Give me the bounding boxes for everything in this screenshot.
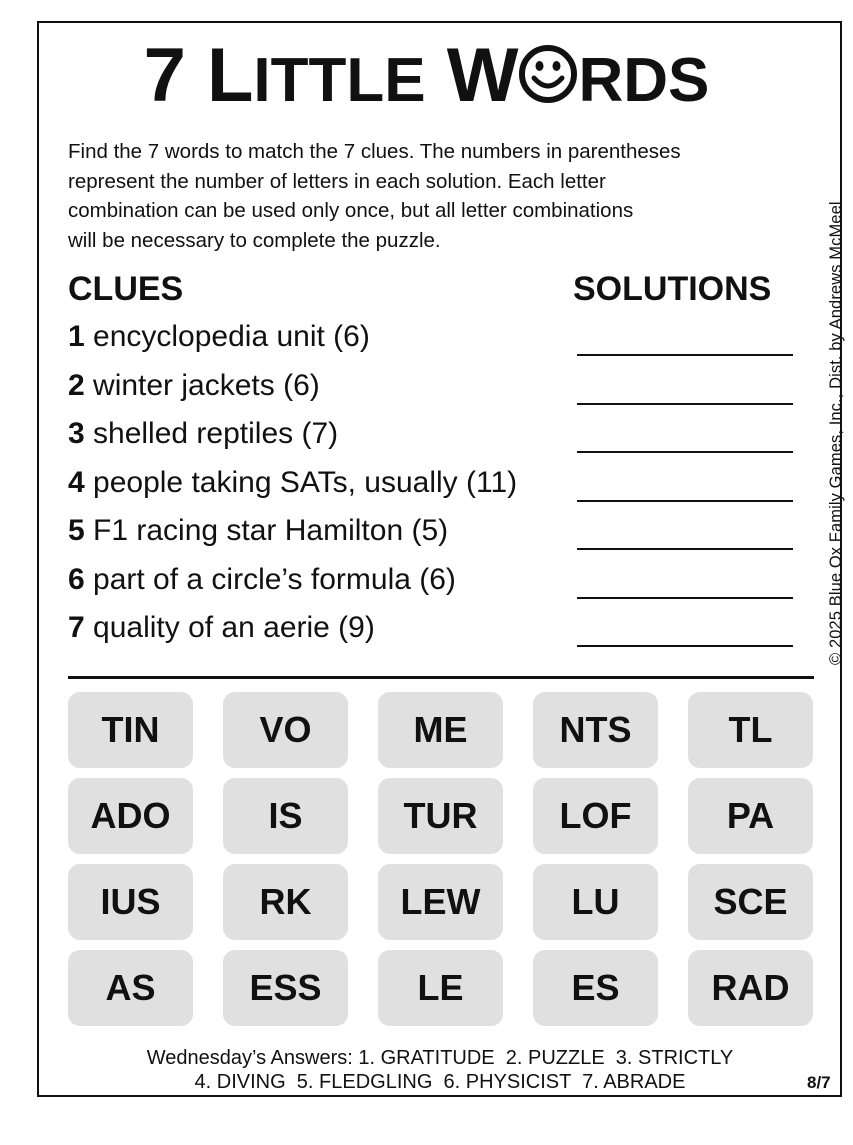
solution-blank[interactable] — [577, 548, 793, 550]
title-part-4: RDS — [578, 46, 710, 115]
letter-tile[interactable]: ME — [378, 692, 503, 768]
letter-tile[interactable]: RK — [223, 864, 348, 940]
solutions-heading: SOLUTIONS — [573, 270, 772, 308]
copyright-notice: © 2025 Blue Ox Family Games, Inc., Dist. by Andrews McMeel — [827, 201, 845, 665]
solution-blank[interactable] — [577, 645, 793, 647]
clue-number: 7 — [68, 611, 85, 644]
letter-tile[interactable]: LOF — [533, 778, 658, 854]
clue-text: encyclopedia unit (6) — [84, 320, 370, 353]
letter-tile[interactable]: SCE — [688, 864, 813, 940]
letter-tile[interactable]: AS — [68, 950, 193, 1026]
instructions-line: Find the 7 words to match the 7 clues. The numbers in parentheses — [68, 140, 681, 163]
letter-tile[interactable]: ESS — [223, 950, 348, 1026]
title-part-2: ITTLE — [253, 46, 426, 115]
letter-tile[interactable]: VO — [223, 692, 348, 768]
puzzle-date: 8/7 — [807, 1073, 831, 1092]
clue-number: 3 — [68, 417, 85, 450]
clue-item — [68, 369, 798, 418]
letter-tile[interactable]: LE — [378, 950, 503, 1026]
previous-answers-line: 4. DIVING 5. FLEDGLING 6. PHYSICIST 7. ABRADE — [194, 1071, 686, 1093]
clue-text: quality of an aerie (9) — [84, 611, 375, 644]
clue-list — [68, 320, 798, 660]
instructions-line: will be necessary to complete the puzzle. — [68, 228, 441, 252]
clue-number: 4 — [68, 465, 85, 499]
letter-tile-grid — [68, 692, 815, 1026]
clue-text: winter jackets (6) — [84, 368, 320, 402]
clue-item — [68, 320, 798, 369]
title-part-1: 7 L — [143, 33, 254, 118]
clue-number: 2 — [68, 368, 85, 402]
clue-item — [68, 563, 798, 612]
letter-tile[interactable]: TUR — [378, 778, 503, 854]
clue-text: people taking SATs, usually (11) — [84, 465, 518, 499]
smiley-face-icon — [519, 45, 577, 103]
letter-tile[interactable]: RAD — [688, 950, 813, 1026]
letter-tile[interactable]: LEW — [378, 864, 503, 940]
puzzle-title — [0, 33, 853, 118]
clue-item — [68, 514, 798, 563]
clue-item — [68, 611, 798, 660]
solution-blank[interactable] — [577, 500, 793, 502]
letter-tile[interactable]: IUS — [68, 864, 193, 940]
clue-number: 6 — [68, 562, 85, 596]
instructions-line: represent the number of letters in each solution. Each letter — [68, 169, 606, 193]
instructions-line: combination can be used only once, but all letter combinations — [68, 199, 634, 222]
solution-blank[interactable] — [577, 451, 793, 453]
clue-item — [68, 466, 798, 515]
letter-tile[interactable]: NTS — [533, 692, 658, 768]
solution-blank[interactable] — [577, 597, 793, 599]
letter-tile[interactable]: TIN — [68, 692, 193, 768]
clue-item — [68, 417, 798, 466]
title-part-3: W — [425, 33, 519, 118]
letter-tile[interactable]: ES — [533, 950, 658, 1026]
solution-blank[interactable] — [577, 354, 793, 356]
previous-answers — [40, 1046, 840, 1094]
letter-tile[interactable]: ADO — [68, 778, 193, 854]
clue-text: part of a circle’s formula (6) — [84, 562, 456, 596]
letter-tile[interactable]: LU — [533, 864, 658, 940]
clue-text: shelled reptiles (7) — [84, 417, 339, 450]
instructions — [68, 137, 818, 255]
clue-text: F1 racing star Hamilton (5) — [84, 514, 449, 547]
letter-tile[interactable]: TL — [688, 692, 813, 768]
divider — [68, 676, 814, 679]
solution-blank[interactable] — [577, 403, 793, 405]
letter-tile[interactable]: PA — [688, 778, 813, 854]
clues-heading: CLUES — [68, 270, 184, 308]
letter-tile[interactable]: IS — [223, 778, 348, 854]
clue-number: 1 — [68, 320, 85, 353]
clue-number: 5 — [68, 514, 85, 547]
previous-answers-line: Wednesday’s Answers: 1. GRATITUDE 2. PUZZLE 3. STRICTLY — [146, 1047, 734, 1069]
